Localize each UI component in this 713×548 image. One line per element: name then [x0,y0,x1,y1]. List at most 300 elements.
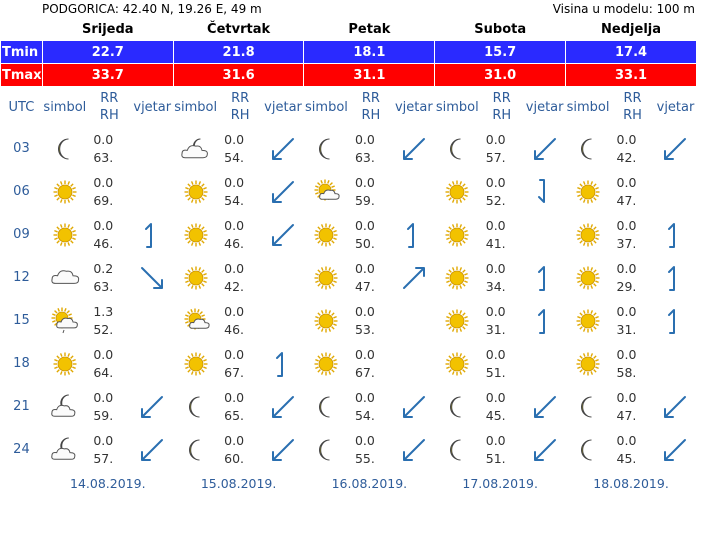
moon-icon [311,436,341,464]
rh-value: 67. [354,364,375,380]
rr-value: 0.0 [93,174,114,190]
simbol-header: simbol [566,99,610,115]
tmin-value: 15.7 [435,41,566,64]
rh-header: RH [623,108,642,123]
rr-value: 0.0 [485,260,506,276]
moon-icon [50,135,80,163]
weather-symbol-cell [173,428,218,471]
rr-rh-cell [87,170,131,213]
rh-value: 45. [616,450,637,466]
weather-symbol-cell [173,170,218,213]
weather-symbol-cell [304,256,349,299]
forecast-row [1,170,697,213]
wind-cell [654,342,696,385]
rr-rh-cell [611,342,655,385]
rr-value: 0.0 [485,346,506,362]
rr-value: 0.0 [93,131,114,147]
rr-value: 0.0 [354,131,375,147]
rr-rh-cell [349,127,393,170]
weather-symbol-cell [435,385,480,428]
rr-value: 0.0 [616,217,637,233]
rr-rh-cell [349,170,393,213]
rr-value: 0.0 [224,389,245,405]
rr-rh-cell [611,213,655,256]
tmin-label: Tmin [1,41,43,64]
wind-cell [654,428,696,471]
sun-icon [573,264,603,292]
sun-icon [50,350,80,378]
rr-rh-cell [218,385,262,428]
station-location: PODGORICA: 42.40 N, 19.26 E, 49 m [42,2,262,16]
rr-value: 0.0 [93,432,114,448]
moon-icon [311,135,341,163]
weather-symbol-cell [566,213,611,256]
wind-cell [262,170,304,213]
wind-cell [393,299,435,342]
tmin-value: 22.7 [42,41,173,64]
cloud-icon [50,264,80,292]
sun-icon [311,350,341,378]
rr-rh-cell [480,299,524,342]
arrow-n-icon [399,220,429,250]
rh-value: 59. [93,407,114,423]
rh-value: 46. [224,235,245,251]
sun-icon [573,221,603,249]
arrow-sw-icon [268,435,298,465]
rr-rh-cell [349,428,393,471]
rr-value: 0.0 [616,432,637,448]
rr-value: 0.0 [616,303,637,319]
simbol-header: simbol [435,99,479,115]
tmax-value: 33.1 [566,64,697,87]
rh-value: 29. [616,278,637,294]
sun-icon [50,221,80,249]
arrow-n-icon [268,349,298,379]
rr-header: RR [100,91,119,106]
wind-cell [131,299,173,342]
rr-value: 0.0 [485,217,506,233]
arrow-n-icon [660,263,690,293]
wind-cell [393,428,435,471]
rh-value: 47. [616,192,637,208]
rr-value: 0.0 [485,131,506,147]
utc-hour: 12 [13,270,30,285]
sun-icon [442,264,472,292]
tmax-value: 31.6 [173,64,304,87]
weather-symbol-cell [566,342,611,385]
sun-icon [573,178,603,206]
arrow-s-icon [530,177,560,207]
sun-icon [442,221,472,249]
arrow-sw-icon [268,392,298,422]
rr-value: 0.2 [93,260,114,276]
rh-value: 45. [485,407,506,423]
tmax-row [1,64,697,87]
rr-header: RR [492,91,511,106]
day-name: Nedjelja [601,22,662,37]
rr-value: 0.0 [224,346,245,362]
rr-rh-cell [87,428,131,471]
arrow-sw-icon [530,134,560,164]
tmin-value: 17.4 [566,41,697,64]
vjetar-header: vjetar [133,99,172,115]
rh-value: 60. [224,450,245,466]
weather-symbol-cell [566,385,611,428]
weather-symbol-cell [304,385,349,428]
tmin-row [1,41,697,64]
rh-value: 55. [354,450,375,466]
weather-symbol-cell [566,299,611,342]
rr-rh-cell [349,385,393,428]
rr-value: 0.0 [485,432,506,448]
simbol-header: simbol [305,99,348,115]
moon-icon [311,393,341,421]
forecast-row [1,213,697,256]
weather-symbol-cell [435,342,480,385]
dates-row [1,471,697,495]
weather-symbol-cell [42,299,87,342]
wind-cell [393,385,435,428]
vjetar-header: vjetar [656,99,695,115]
rr-rh-cell [87,256,131,299]
rr-value: 0.0 [224,174,245,190]
rr-value: 0.0 [224,217,245,233]
rr-rh-cell [87,385,131,428]
arrow-sw-icon [399,134,429,164]
rr-value: 0.0 [616,389,637,405]
rr-value: 0.0 [354,303,375,319]
tmin-value: 18.1 [304,41,435,64]
weather-symbol-cell [42,342,87,385]
wind-cell [654,170,696,213]
rh-value: 53. [354,321,375,337]
arrow-n-icon [660,306,690,336]
sun-icon [311,264,341,292]
moon-icon [181,393,211,421]
arrow-sw-icon [399,435,429,465]
rh-value: 67. [224,364,245,380]
utc-hour: 21 [13,399,30,414]
weather-symbol-cell [173,299,218,342]
wind-cell [131,428,173,471]
arrow-n-icon [530,263,560,293]
rh-value: 63. [354,149,375,165]
wind-cell [262,385,304,428]
rr-value: 0.0 [93,346,114,362]
arrow-sw-icon [268,220,298,250]
weather-symbol-cell [435,213,480,256]
weather-symbol-cell [42,127,87,170]
moon-cloud-icon [50,436,80,464]
rr-rh-cell [349,213,393,256]
rr-rh-cell [218,299,262,342]
wind-cell [654,385,696,428]
wind-cell [262,428,304,471]
weather-symbol-cell [435,256,480,299]
weather-symbol-cell [304,342,349,385]
vjetar-header: vjetar [394,99,433,115]
sun-icon [181,350,211,378]
day-name: Subota [474,22,527,37]
rh-value: 31. [485,321,506,337]
sun-cloud-rain-icon [50,307,80,335]
rr-value: 0.0 [485,389,506,405]
rr-value: 0.0 [354,174,375,190]
rr-value: 0.0 [354,346,375,362]
rr-value: 0.0 [93,389,114,405]
wind-cell [654,127,696,170]
wind-cell [393,342,435,385]
station-header [0,0,713,18]
rh-value: 69. [93,192,114,208]
rh-value: 42. [616,149,637,165]
model-height: Visina u modelu: 100 m [552,2,695,16]
utc-header: UTC [8,99,35,115]
rr-value: 0.0 [224,260,245,276]
day-name: Četvrtak [207,22,271,37]
day-date: 16.08.2019. [331,475,408,491]
rh-header: RH [492,108,512,123]
wind-cell [393,213,435,256]
wind-cell [393,127,435,170]
vjetar-header: vjetar [525,99,564,115]
rh-value: 51. [485,364,506,380]
rh-value: 41. [485,235,506,251]
rr-rh-cell [218,428,262,471]
weather-symbol-cell [42,385,87,428]
weather-symbol-cell [304,428,349,471]
rr-value: 0.0 [354,432,375,448]
weather-symbol-cell [304,299,349,342]
rr-rh-cell [480,213,524,256]
sun-icon [181,221,211,249]
rh-value: 37. [616,235,637,251]
day-date: 14.08.2019. [70,475,146,491]
wind-cell [524,170,566,213]
moon-icon [442,393,472,421]
weather-symbol-cell [566,127,611,170]
weather-symbol-cell [566,428,611,471]
rr-rh-cell [611,170,655,213]
rr-rh-cell [611,385,655,428]
day-date: 15.08.2019. [200,475,277,491]
moon-icon [442,135,472,163]
forecast-table [0,19,697,495]
forecast-row [1,428,697,471]
rr-rh-cell [87,342,131,385]
rr-rh-cell [480,170,524,213]
rr-rh-header [480,87,524,128]
rh-value: 46. [224,321,245,337]
rr-rh-cell [87,299,131,342]
rr-rh-cell [218,127,262,170]
weather-symbol-cell [42,213,87,256]
weather-symbol-cell [42,170,87,213]
sun-icon [442,307,472,335]
rr-value: 0.0 [93,217,114,233]
rh-value: 31. [616,321,637,337]
rh-value: 65. [224,407,245,423]
rr-rh-cell [349,342,393,385]
tmax-value: 31.0 [435,64,566,87]
moon-icon [573,393,603,421]
rh-value: 46. [93,235,114,251]
utc-hour: 15 [13,313,30,328]
weather-symbol-cell [435,127,480,170]
arrow-sw-icon [660,134,690,164]
arrow-sw-icon [399,392,429,422]
vjetar-header: vjetar [264,99,302,115]
sun-icon [573,350,603,378]
rr-rh-cell [349,299,393,342]
rr-rh-cell [87,213,131,256]
rr-header: RR [623,91,642,106]
rh-value: 57. [93,450,114,466]
forecast-row [1,127,697,170]
utc-hour: 24 [13,442,30,457]
wind-cell [131,213,173,256]
sun-icon [311,221,341,249]
weather-symbol-cell [304,213,349,256]
sun-icon [181,178,211,206]
tmax-value: 31.1 [304,64,435,87]
rr-rh-cell [480,256,524,299]
rh-value: 42. [224,278,245,294]
wind-cell [131,170,173,213]
wind-cell [654,213,696,256]
corner-cell [1,19,43,41]
rr-value: 0.0 [485,303,506,319]
rr-rh-cell [611,299,655,342]
simbol-header: simbol [174,99,218,115]
tmax-value: 33.7 [42,64,173,87]
utc-hour: 03 [13,141,30,156]
wind-cell [524,213,566,256]
rh-value: 51. [485,450,506,466]
rh-header: RH [99,108,119,123]
sun-cloud-icon [181,307,211,335]
rr-rh-cell [611,256,655,299]
moon-icon [573,135,603,163]
simbol-header: simbol [43,99,87,115]
rh-value: 54. [224,192,245,208]
rr-header: RR [361,91,380,106]
rh-value: 63. [93,278,114,294]
sun-cloud-icon [311,178,341,206]
tmax-label: Tmax [1,64,43,87]
day-name: Petak [348,22,391,37]
arrow-sw-icon [137,392,167,422]
wind-cell [262,127,304,170]
rr-rh-header [349,87,393,128]
weather-symbol-cell [435,299,480,342]
moon-icon [573,436,603,464]
tmin-value: 21.8 [173,41,304,64]
weather-symbol-cell [42,428,87,471]
arrow-n-icon [530,306,560,336]
forecast-row [1,342,697,385]
rh-value: 47. [354,278,375,294]
rh-value: 57. [485,149,506,165]
arrow-sw-icon [530,435,560,465]
wind-cell [262,342,304,385]
rr-rh-cell [480,127,524,170]
weather-symbol-cell [435,428,480,471]
rh-value: 54. [224,149,245,165]
rr-rh-cell [218,342,262,385]
rr-rh-cell [480,385,524,428]
rh-value: 34. [485,278,506,294]
utc-hour: 06 [13,184,30,199]
sun-icon [311,307,341,335]
wind-cell [393,256,435,299]
rh-value: 52. [93,321,114,337]
arrow-ne-icon [399,263,429,293]
day-names-row [1,19,697,41]
column-header-row [1,87,697,128]
wind-cell [524,127,566,170]
weather-symbol-cell [566,256,611,299]
weather-symbol-cell [173,213,218,256]
moon-cloud-icon [50,393,80,421]
rr-value: 0.0 [354,389,375,405]
weather-symbol-cell [173,342,218,385]
sun-icon [573,307,603,335]
arrow-sw-icon [660,435,690,465]
wind-cell [524,299,566,342]
wind-cell [524,256,566,299]
rr-rh-cell [480,428,524,471]
sun-icon [442,178,472,206]
rr-rh-cell [611,127,655,170]
wind-cell [131,342,173,385]
rr-value: 0.0 [224,432,245,448]
day-name: Srijeda [82,22,134,37]
weather-symbol-cell [435,170,480,213]
rr-value: 0.0 [354,260,375,276]
rr-rh-header [611,87,655,128]
wind-cell [262,299,304,342]
wind-cell [524,342,566,385]
rr-rh-cell [349,256,393,299]
rh-value: 52. [485,192,506,208]
rh-value: 58. [616,364,637,380]
arrow-n-icon [660,220,690,250]
sun-icon [50,178,80,206]
wind-cell [131,256,173,299]
rr-rh-cell [480,342,524,385]
wind-cell [393,170,435,213]
rh-value: 50. [354,235,375,251]
rr-value: 0.0 [616,346,637,362]
wind-cell [524,428,566,471]
weather-symbol-cell [304,170,349,213]
sun-icon [442,350,472,378]
wind-cell [654,256,696,299]
moon-icon [442,436,472,464]
day-date: 17.08.2019. [462,475,538,491]
rr-value: 0.0 [485,174,506,190]
weather-symbol-cell [173,256,218,299]
rr-rh-cell [218,256,262,299]
weather-symbol-cell [42,256,87,299]
arrow-sw-icon [268,177,298,207]
weather-symbol-cell [304,127,349,170]
weather-symbol-cell [173,127,218,170]
rr-value: 0.0 [616,260,637,276]
rh-value: 64. [93,364,114,380]
cloud-moon-icon [181,135,211,163]
